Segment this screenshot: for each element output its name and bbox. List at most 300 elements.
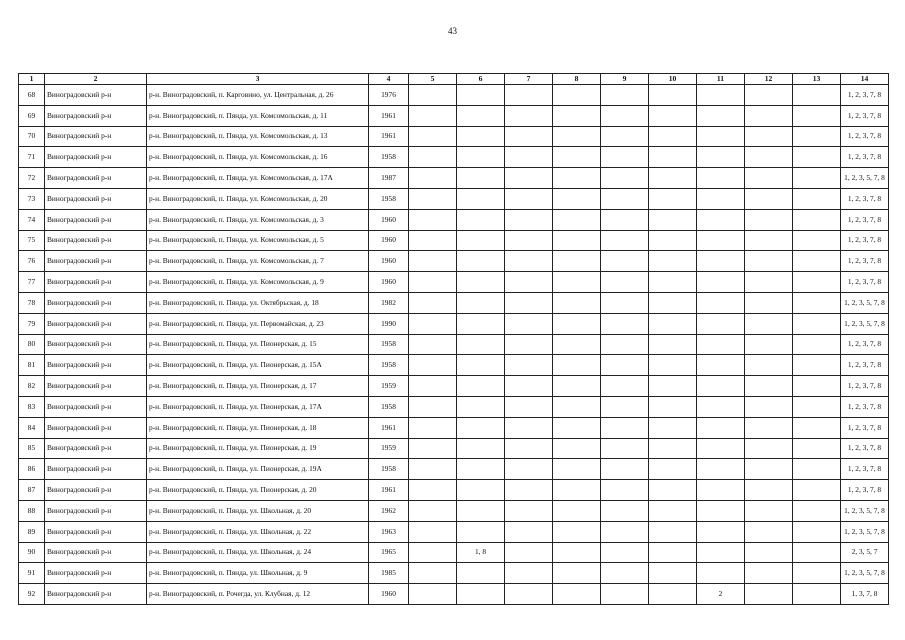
col7-cell — [505, 168, 553, 189]
district-cell: Виноградовский р-н — [45, 563, 147, 584]
col13-cell — [793, 168, 841, 189]
col12-cell — [745, 355, 793, 376]
col11-cell — [697, 334, 745, 355]
address-cell: р-н. Виноградовский, п. Пянда, ул. Первомайская, д. 23 — [147, 313, 369, 334]
col13-cell — [793, 563, 841, 584]
col10-cell — [649, 230, 697, 251]
col7-cell — [505, 396, 553, 417]
col10-cell — [649, 376, 697, 397]
col5-cell — [409, 438, 457, 459]
col7-cell — [505, 334, 553, 355]
codes-cell: 1, 2, 3, 7, 8 — [841, 376, 889, 397]
col5-cell — [409, 168, 457, 189]
col10-cell — [649, 542, 697, 563]
col10-cell — [649, 438, 697, 459]
col5-cell — [409, 126, 457, 147]
col5-cell — [409, 188, 457, 209]
column-header: 5 — [409, 74, 457, 85]
col12-cell — [745, 313, 793, 334]
col12-cell — [745, 126, 793, 147]
district-cell: Виноградовский р-н — [45, 376, 147, 397]
col12-cell — [745, 168, 793, 189]
col8-cell — [553, 438, 601, 459]
col12-cell — [745, 438, 793, 459]
address-cell: р-н. Виноградовский, п. Пянда, ул. Пионерская, д. 15 — [147, 334, 369, 355]
col5-cell — [409, 105, 457, 126]
address-cell: р-н. Виноградовский, п. Рочегда, ул. Клубная, д. 12 — [147, 584, 369, 605]
col6-cell — [457, 459, 505, 480]
address-cell: р-н. Виноградовский, п. Пянда, ул. Школьная, д. 9 — [147, 563, 369, 584]
col6-cell — [457, 168, 505, 189]
col5-cell — [409, 85, 457, 106]
col6-cell — [457, 376, 505, 397]
col13-cell — [793, 521, 841, 542]
district-cell: Виноградовский р-н — [45, 459, 147, 480]
col9-cell — [601, 542, 649, 563]
row-number-cell: 79 — [19, 313, 45, 334]
district-cell: Виноградовский р-н — [45, 334, 147, 355]
col13-cell — [793, 209, 841, 230]
col9-cell — [601, 230, 649, 251]
district-cell: Виноградовский р-н — [45, 355, 147, 376]
column-header: 1 — [19, 74, 45, 85]
address-cell: р-н. Виноградовский, п. Пянда, ул. Школьная, д. 20 — [147, 500, 369, 521]
col8-cell — [553, 459, 601, 480]
col10-cell — [649, 313, 697, 334]
col13-cell — [793, 188, 841, 209]
row-number-cell: 80 — [19, 334, 45, 355]
col13-cell — [793, 334, 841, 355]
col8-cell — [553, 188, 601, 209]
col9-cell — [601, 480, 649, 501]
row-number-cell: 87 — [19, 480, 45, 501]
col11-cell — [697, 105, 745, 126]
address-cell: р-н. Виноградовский, п. Пянда, ул. Комсомольская, д. 11 — [147, 105, 369, 126]
col13-cell — [793, 313, 841, 334]
col7-cell — [505, 230, 553, 251]
col9-cell — [601, 584, 649, 605]
col9-cell — [601, 438, 649, 459]
district-cell: Виноградовский р-н — [45, 188, 147, 209]
column-header: 12 — [745, 74, 793, 85]
col12-cell — [745, 230, 793, 251]
table-row — [19, 542, 889, 563]
address-cell: р-н. Виноградовский, п. Пянда, ул. Комсомольская, д. 3 — [147, 209, 369, 230]
col11-cell — [697, 272, 745, 293]
col10-cell — [649, 272, 697, 293]
address-cell: р-н. Виноградовский, п. Пянда, ул. Комсомольская, д. 16 — [147, 147, 369, 168]
col11-cell — [697, 376, 745, 397]
col9-cell — [601, 459, 649, 480]
address-cell: р-н. Виноградовский, п. Пянда, ул. Школьная, д. 24 — [147, 542, 369, 563]
col5-cell — [409, 459, 457, 480]
column-header: 9 — [601, 74, 649, 85]
codes-cell: 1, 2, 3, 7, 8 — [841, 105, 889, 126]
codes-cell: 1, 2, 3, 7, 8 — [841, 334, 889, 355]
col11-cell — [697, 126, 745, 147]
col12-cell — [745, 480, 793, 501]
district-cell: Виноградовский р-н — [45, 105, 147, 126]
col5-cell — [409, 584, 457, 605]
codes-cell: 1, 2, 3, 5, 7, 8 — [841, 563, 889, 584]
col13-cell — [793, 438, 841, 459]
year-cell: 1961 — [369, 126, 409, 147]
row-number-cell: 76 — [19, 251, 45, 272]
column-header: 11 — [697, 74, 745, 85]
col13-cell — [793, 584, 841, 605]
col6-cell — [457, 438, 505, 459]
col11-cell — [697, 313, 745, 334]
codes-cell: 1, 2, 3, 7, 8 — [841, 188, 889, 209]
col10-cell — [649, 251, 697, 272]
col10-cell — [649, 480, 697, 501]
col9-cell — [601, 272, 649, 293]
year-cell: 1961 — [369, 417, 409, 438]
row-number-cell: 71 — [19, 147, 45, 168]
col10-cell — [649, 459, 697, 480]
col13-cell — [793, 147, 841, 168]
table-row — [19, 188, 889, 209]
col8-cell — [553, 85, 601, 106]
year-cell: 1961 — [369, 105, 409, 126]
col12-cell — [745, 500, 793, 521]
district-cell: Виноградовский р-н — [45, 230, 147, 251]
year-cell: 1987 — [369, 168, 409, 189]
col12-cell — [745, 147, 793, 168]
col9-cell — [601, 563, 649, 584]
col8-cell — [553, 209, 601, 230]
col7-cell — [505, 126, 553, 147]
col11-cell — [697, 500, 745, 521]
col5-cell — [409, 230, 457, 251]
codes-cell: 1, 2, 3, 7, 8 — [841, 230, 889, 251]
codes-cell: 1, 2, 3, 7, 8 — [841, 209, 889, 230]
codes-cell: 1, 2, 3, 7, 8 — [841, 355, 889, 376]
column-header: 2 — [45, 74, 147, 85]
year-cell: 1960 — [369, 209, 409, 230]
col11-cell — [697, 542, 745, 563]
year-cell: 1958 — [369, 147, 409, 168]
address-cell: р-н. Виноградовский, п. Пянда, ул. Пионерская, д. 17 — [147, 376, 369, 397]
district-cell: Виноградовский р-н — [45, 85, 147, 106]
col5-cell — [409, 480, 457, 501]
col13-cell — [793, 251, 841, 272]
col8-cell — [553, 500, 601, 521]
col6-cell — [457, 251, 505, 272]
year-cell: 1958 — [369, 188, 409, 209]
district-cell: Виноградовский р-н — [45, 584, 147, 605]
address-cell: р-н. Виноградовский, п. Пянда, ул. Пионерская, д. 19 — [147, 438, 369, 459]
col8-cell — [553, 417, 601, 438]
address-cell: р-н. Виноградовский, п. Пянда, ул. Пионерская, д. 20 — [147, 480, 369, 501]
col6-cell — [457, 584, 505, 605]
col8-cell — [553, 480, 601, 501]
col5-cell — [409, 313, 457, 334]
codes-cell: 1, 2, 3, 7, 8 — [841, 272, 889, 293]
col12-cell — [745, 209, 793, 230]
col12-cell — [745, 396, 793, 417]
col10-cell — [649, 521, 697, 542]
col9-cell — [601, 251, 649, 272]
col9-cell — [601, 105, 649, 126]
address-cell: р-н. Виноградовский, п. Пянда, ул. Школьная, д. 22 — [147, 521, 369, 542]
col6-cell — [457, 355, 505, 376]
codes-cell: 2, 3, 5, 7 — [841, 542, 889, 563]
col10-cell — [649, 292, 697, 313]
year-cell: 1961 — [369, 480, 409, 501]
col13-cell — [793, 105, 841, 126]
codes-cell: 1, 2, 3, 5, 7, 8 — [841, 521, 889, 542]
page-number: 43 — [448, 26, 457, 36]
year-cell: 1962 — [369, 500, 409, 521]
col6-cell — [457, 292, 505, 313]
district-cell: Виноградовский р-н — [45, 500, 147, 521]
col10-cell — [649, 396, 697, 417]
col12-cell — [745, 251, 793, 272]
col10-cell — [649, 334, 697, 355]
col11-cell — [697, 251, 745, 272]
district-cell: Виноградовский р-н — [45, 542, 147, 563]
year-cell: 1958 — [369, 355, 409, 376]
district-cell: Виноградовский р-н — [45, 313, 147, 334]
col11-cell — [697, 480, 745, 501]
col6-cell — [457, 147, 505, 168]
row-number-cell: 74 — [19, 209, 45, 230]
col9-cell — [601, 334, 649, 355]
col9-cell — [601, 85, 649, 106]
table-row — [19, 209, 889, 230]
col6-cell — [457, 85, 505, 106]
district-cell: Виноградовский р-н — [45, 126, 147, 147]
col6-cell — [457, 188, 505, 209]
col7-cell — [505, 251, 553, 272]
district-cell: Виноградовский р-н — [45, 251, 147, 272]
table-row — [19, 313, 889, 334]
col12-cell — [745, 292, 793, 313]
codes-cell: 1, 2, 3, 5, 7, 8 — [841, 500, 889, 521]
table-row — [19, 147, 889, 168]
col9-cell — [601, 126, 649, 147]
district-cell: Виноградовский р-н — [45, 480, 147, 501]
col8-cell — [553, 376, 601, 397]
row-number-cell: 72 — [19, 168, 45, 189]
col11-cell: 2 — [697, 584, 745, 605]
row-number-cell: 83 — [19, 396, 45, 417]
col8-cell — [553, 355, 601, 376]
row-number-cell: 90 — [19, 542, 45, 563]
address-cell: р-н. Виноградовский, п. Пянда, ул. Пионерская, д. 18 — [147, 417, 369, 438]
col6-cell — [457, 126, 505, 147]
col8-cell — [553, 272, 601, 293]
col11-cell — [697, 355, 745, 376]
column-header: 10 — [649, 74, 697, 85]
col9-cell — [601, 521, 649, 542]
col5-cell — [409, 355, 457, 376]
col7-cell — [505, 480, 553, 501]
district-cell: Виноградовский р-н — [45, 438, 147, 459]
col9-cell — [601, 417, 649, 438]
address-cell: р-н. Виноградовский, п. Пянда, ул. Комсомольская, д. 20 — [147, 188, 369, 209]
year-cell: 1960 — [369, 584, 409, 605]
col6-cell — [457, 230, 505, 251]
codes-cell: 1, 2, 3, 5, 7, 8 — [841, 292, 889, 313]
year-cell: 1985 — [369, 563, 409, 584]
col5-cell — [409, 209, 457, 230]
col13-cell — [793, 376, 841, 397]
col5-cell — [409, 147, 457, 168]
table-row — [19, 459, 889, 480]
col11-cell — [697, 147, 745, 168]
district-cell: Виноградовский р-н — [45, 147, 147, 168]
col8-cell — [553, 230, 601, 251]
year-cell: 1982 — [369, 292, 409, 313]
col5-cell — [409, 272, 457, 293]
col6-cell — [457, 105, 505, 126]
col12-cell — [745, 563, 793, 584]
col9-cell — [601, 396, 649, 417]
codes-cell: 1, 2, 3, 7, 8 — [841, 85, 889, 106]
address-cell: р-н. Виноградовский, п. Пянда, ул. Комсомольская, д. 17А — [147, 168, 369, 189]
district-cell: Виноградовский р-н — [45, 521, 147, 542]
col11-cell — [697, 417, 745, 438]
col12-cell — [745, 417, 793, 438]
col10-cell — [649, 355, 697, 376]
table-row — [19, 230, 889, 251]
table-row — [19, 272, 889, 293]
row-number-cell: 81 — [19, 355, 45, 376]
col10-cell — [649, 584, 697, 605]
col6-cell — [457, 396, 505, 417]
col7-cell — [505, 376, 553, 397]
col8-cell — [553, 147, 601, 168]
col7-cell — [505, 459, 553, 480]
col5-cell — [409, 542, 457, 563]
col11-cell — [697, 521, 745, 542]
year-cell: 1963 — [369, 521, 409, 542]
col6-cell — [457, 480, 505, 501]
address-cell: р-н. Виноградовский, п. Пянда, ул. Комсомольская, д. 9 — [147, 272, 369, 293]
table-row — [19, 85, 889, 106]
column-header: 14 — [841, 74, 889, 85]
table-row — [19, 521, 889, 542]
col13-cell — [793, 417, 841, 438]
column-header: 7 — [505, 74, 553, 85]
col8-cell — [553, 542, 601, 563]
col6-cell — [457, 417, 505, 438]
table-body — [19, 85, 889, 605]
col12-cell — [745, 334, 793, 355]
table-row — [19, 438, 889, 459]
col5-cell — [409, 563, 457, 584]
col7-cell — [505, 417, 553, 438]
col5-cell — [409, 396, 457, 417]
col8-cell — [553, 126, 601, 147]
codes-cell: 1, 2, 3, 7, 8 — [841, 417, 889, 438]
col11-cell — [697, 188, 745, 209]
row-number-cell: 68 — [19, 85, 45, 106]
codes-cell: 1, 2, 3, 7, 8 — [841, 438, 889, 459]
codes-cell: 1, 3, 7, 8 — [841, 584, 889, 605]
col6-cell — [457, 334, 505, 355]
col5-cell — [409, 251, 457, 272]
col12-cell — [745, 85, 793, 106]
address-cell: р-н. Виноградовский, п. Пянда, ул. Октябрьская, д. 18 — [147, 292, 369, 313]
col6-cell — [457, 563, 505, 584]
table-row — [19, 480, 889, 501]
col7-cell — [505, 292, 553, 313]
row-number-cell: 86 — [19, 459, 45, 480]
codes-cell: 1, 2, 3, 7, 8 — [841, 396, 889, 417]
address-cell: р-н. Виноградовский, п. Пянда, ул. Комсомольская, д. 13 — [147, 126, 369, 147]
col6-cell — [457, 209, 505, 230]
district-cell: Виноградовский р-н — [45, 417, 147, 438]
col12-cell — [745, 542, 793, 563]
column-header: 8 — [553, 74, 601, 85]
col5-cell — [409, 376, 457, 397]
col7-cell — [505, 209, 553, 230]
row-number-cell: 69 — [19, 105, 45, 126]
column-header: 6 — [457, 74, 505, 85]
table-row — [19, 334, 889, 355]
address-cell: р-н. Виноградовский, п. Пянда, ул. Пионерская, д. 19А — [147, 459, 369, 480]
col8-cell — [553, 168, 601, 189]
year-cell: 1976 — [369, 85, 409, 106]
col9-cell — [601, 188, 649, 209]
col5-cell — [409, 292, 457, 313]
col13-cell — [793, 480, 841, 501]
col12-cell — [745, 459, 793, 480]
district-cell: Виноградовский р-н — [45, 168, 147, 189]
table-row — [19, 563, 889, 584]
col9-cell — [601, 313, 649, 334]
col7-cell — [505, 542, 553, 563]
col13-cell — [793, 230, 841, 251]
col9-cell — [601, 292, 649, 313]
codes-cell: 1, 2, 3, 7, 8 — [841, 147, 889, 168]
row-number-cell: 78 — [19, 292, 45, 313]
col13-cell — [793, 126, 841, 147]
address-cell: р-н. Виноградовский, п. Карговино, ул. Центральная, д. 26 — [147, 85, 369, 106]
row-number-cell: 75 — [19, 230, 45, 251]
codes-cell: 1, 2, 3, 5, 7, 8 — [841, 313, 889, 334]
column-header: 3 — [147, 74, 369, 85]
col11-cell — [697, 209, 745, 230]
col8-cell — [553, 313, 601, 334]
col13-cell — [793, 500, 841, 521]
year-cell: 1960 — [369, 272, 409, 293]
col9-cell — [601, 376, 649, 397]
col10-cell — [649, 209, 697, 230]
table-row — [19, 500, 889, 521]
row-number-cell: 89 — [19, 521, 45, 542]
col7-cell — [505, 500, 553, 521]
year-cell: 1959 — [369, 438, 409, 459]
col11-cell — [697, 230, 745, 251]
col11-cell — [697, 563, 745, 584]
col7-cell — [505, 563, 553, 584]
row-number-cell: 92 — [19, 584, 45, 605]
col11-cell — [697, 292, 745, 313]
col11-cell — [697, 168, 745, 189]
register-table — [18, 73, 889, 605]
year-cell: 1960 — [369, 230, 409, 251]
col12-cell — [745, 105, 793, 126]
col5-cell — [409, 334, 457, 355]
col9-cell — [601, 355, 649, 376]
col5-cell — [409, 500, 457, 521]
col7-cell — [505, 147, 553, 168]
row-number-cell: 91 — [19, 563, 45, 584]
